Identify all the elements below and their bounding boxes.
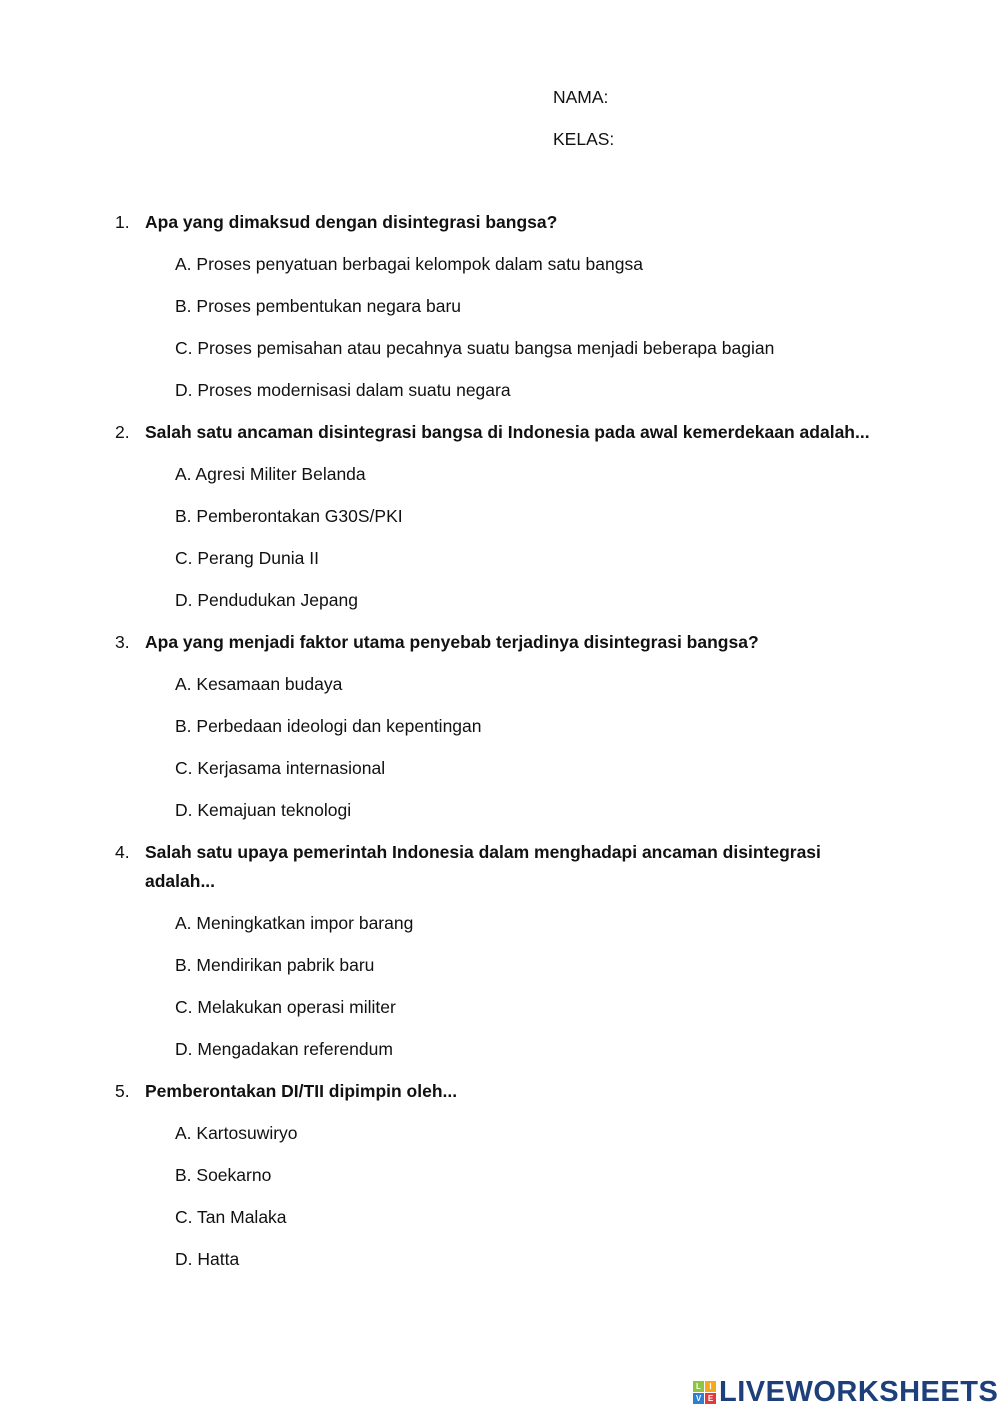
question-number: 2. — [115, 421, 130, 442]
class-label: KELAS: — [553, 129, 615, 149]
logo-cube: E — [705, 1393, 716, 1404]
question-4 — [0, 831, 1000, 902]
logo-cube: V — [693, 1393, 704, 1404]
answer-option[interactable]: C. Tan Malaka — [175, 1207, 287, 1227]
question-text: Apa yang dimaksud dengan disintegrasi bangsa? — [145, 211, 558, 232]
question-text: Salah satu ancaman disintegrasi bangsa di Indonesia pada awal kemerdekaan adalah... — [145, 421, 870, 442]
answer-option[interactable]: A. Agresi Militer Belanda — [175, 464, 366, 484]
answer-option[interactable]: D. Pendudukan Jepang — [175, 590, 358, 610]
answer-option[interactable]: D. Hatta — [175, 1249, 240, 1269]
name-label: NAMA: — [553, 87, 609, 107]
answer-option[interactable]: C. Perang Dunia II — [175, 548, 319, 568]
answer-option[interactable]: B. Pemberontakan G30S/PKI — [175, 506, 403, 526]
question-number: 4. — [115, 841, 130, 862]
question-2 — [0, 411, 1000, 453]
question-list — [0, 201, 1000, 1280]
answer-option[interactable]: C. Melakukan operasi militer — [175, 997, 396, 1017]
question-1 — [0, 201, 1000, 243]
answer-option[interactable]: D. Proses modernisasi dalam suatu negara — [175, 380, 511, 400]
question-number: 5. — [115, 1080, 130, 1101]
question-text: Salah satu upaya pemerintah Indonesia dalam menghadapi ancaman disintegrasi adalah... — [145, 841, 821, 891]
liveworksheets-logo — [693, 1376, 998, 1409]
answer-option[interactable]: A. Kartosuwiryo — [175, 1123, 298, 1143]
answer-option[interactable]: B. Soekarno — [175, 1165, 272, 1185]
answer-option[interactable]: B. Perbedaan ideologi dan kepentingan — [175, 716, 482, 736]
answer-option[interactable]: A. Meningkatkan impor barang — [175, 913, 414, 933]
logo-text: LIVEWORKSHEETS — [719, 1376, 999, 1408]
answer-option[interactable]: D. Kemajuan teknologi — [175, 800, 352, 820]
question-text: Apa yang menjadi faktor utama penyebab terjadinya disintegrasi bangsa? — [145, 631, 759, 652]
question-text: Pemberontakan DI/TII dipimpin oleh... — [145, 1080, 458, 1101]
answer-option[interactable]: A. Kesamaan budaya — [175, 674, 343, 694]
answer-option[interactable]: C. Kerjasama internasional — [175, 758, 386, 778]
logo-cube: I — [705, 1381, 716, 1392]
question-number: 3. — [115, 631, 130, 652]
answer-option[interactable]: B. Proses pembentukan negara baru — [175, 296, 462, 316]
answer-option[interactable]: A. Proses penyatuan berbagai kelompok dalam satu bangsa — [175, 254, 643, 274]
logo-cube: L — [693, 1381, 704, 1392]
answer-option[interactable]: C. Proses pemisahan atau pecahnya suatu bangsa menjadi beberapa bagian — [175, 338, 775, 358]
answer-option[interactable]: B. Mendirikan pabrik baru — [175, 955, 375, 975]
question-number: 1. — [115, 211, 130, 232]
logo-cubes-icon — [693, 1381, 716, 1404]
question-5 — [0, 1070, 1000, 1112]
answer-option[interactable]: D. Mengadakan referendum — [175, 1039, 393, 1059]
question-3 — [0, 621, 1000, 663]
